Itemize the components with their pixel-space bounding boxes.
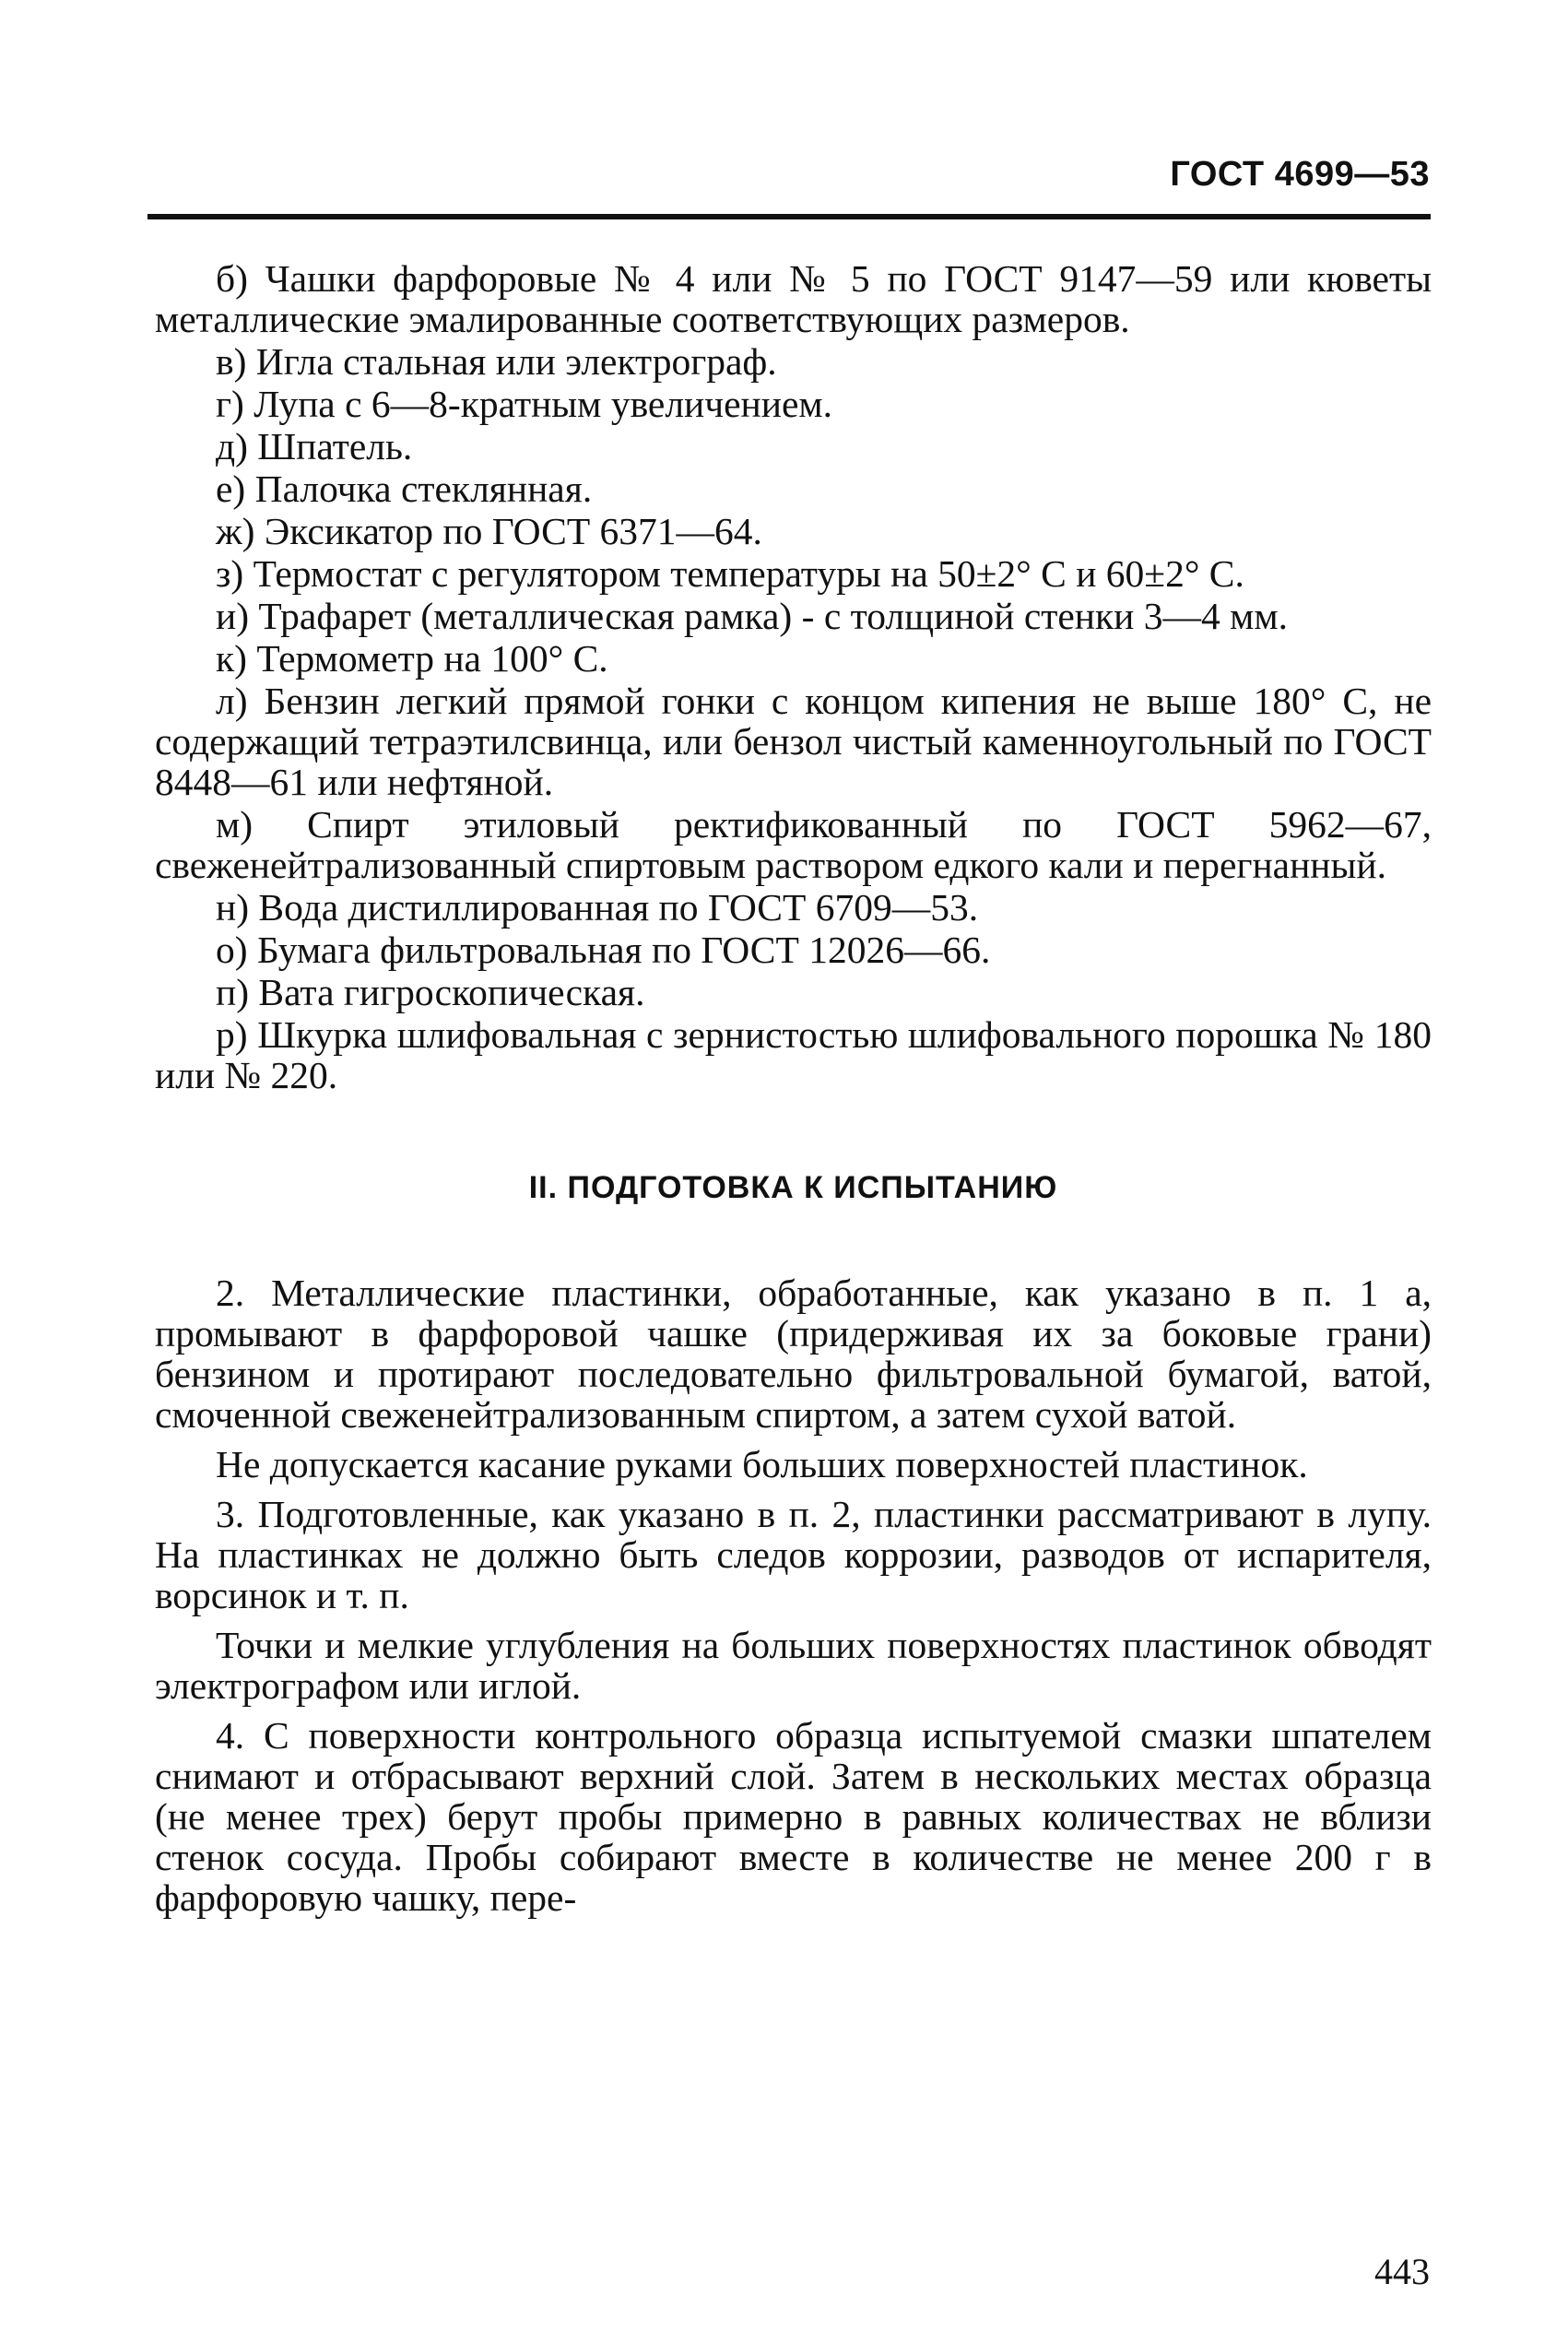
list-item-l: л) Бензин легкий прямой гонки с концом кипения не выше 180° С, не содержащий тетраэтилсвинца, или бензол чистый каменноугольный по ГОСТ 8448—61 или нефтяной. <box>155 680 1432 803</box>
list-item-i: и) Трафарет (металлическая рамка) - с толщиной стенки 3—4 мм. <box>216 595 1289 637</box>
standard-header: ГОСТ 4699—53 <box>1170 155 1430 194</box>
document-body <box>155 258 1432 1920</box>
list-item-n: н) Вода дистиллированная по ГОСТ 6709—53. <box>216 886 979 929</box>
paragraph-2-note: Не допускается касание руками больших поверхностей пластинок. <box>216 1443 1308 1485</box>
list-item-e: е) Палочка стеклянная. <box>216 467 593 510</box>
list-item-k: к) Термометр на 100° С. <box>216 637 608 680</box>
list-item-o: о) Бумага фильтровальная по ГОСТ 12026—66. <box>216 929 991 971</box>
paragraph-3-note: Точки и мелкие углубления на больших поверхностях пластинок обводят электрографом или иглой. <box>155 1624 1432 1707</box>
list-item-b: б) Чашки фарфоровые № 4 или № 5 по ГОСТ 9147—59 или кюветы металлические эмалированные соответствующих размеров. <box>155 257 1432 340</box>
header-rule <box>147 214 1431 219</box>
section-heading: II. ПОДГОТОВКА К ИСПЫТАНИЮ <box>528 1170 1058 1205</box>
paragraph-4: 4. С поверхности контрольного образца испытуемой смазки шпателем снимают и отбрасывают верхний слой. Затем в нескольких местах образца (не менее трех) берут пробы примерно в равных количествах не вблизи стенок сосуда. Пробы собирают вместе в количестве не менее 200 г в фарфоровую чашку, пере- <box>155 1714 1432 1919</box>
list-item-r: р) Шкурка шлифовальная с зернистостью шлифовального порошка № 180 или № 220. <box>155 1013 1432 1096</box>
list-item-p: п) Вата гигроскопическая. <box>216 971 645 1013</box>
list-item-zh: ж) Эксикатор по ГОСТ 6371—64. <box>216 510 762 552</box>
list-item-v: в) Игла стальная или электрограф. <box>216 340 777 383</box>
list-item-d: д) Шпатель. <box>216 425 413 467</box>
equipment-list <box>155 258 1432 1095</box>
paragraph-3: 3. Подготовленные, как указано в п. 2, пластинки рассматривают в лупу. На пластинках не должно быть следов коррозии, разводов от испарителя, ворсинок и т. п. <box>155 1493 1432 1616</box>
list-item-z: з) Термостат с регулятором температуры на 50±2° С и 60±2° С. <box>216 552 1244 595</box>
section-body <box>155 1272 1432 1918</box>
paragraph-2: 2. Металлические пластинки, обработанные, как указано в п. 1 а, промывают в фарфоровой чашке (придерживая их за боковые грани) бензином и протирают последовательно фильтровальной бумагой, ватой, смоченной свеженейтрализованным спиртом, а затем сухой ватой. <box>155 1272 1432 1436</box>
list-item-m: м) Спирт этиловый ректификованный по ГОСТ 5962—67, свеженейтрализованный спиртовым раствором едкого кали и перегнанный. <box>155 803 1432 886</box>
page-number: 443 <box>1374 2251 1430 2292</box>
list-item-g: г) Лупа с 6—8-кратным увеличением. <box>216 383 833 425</box>
